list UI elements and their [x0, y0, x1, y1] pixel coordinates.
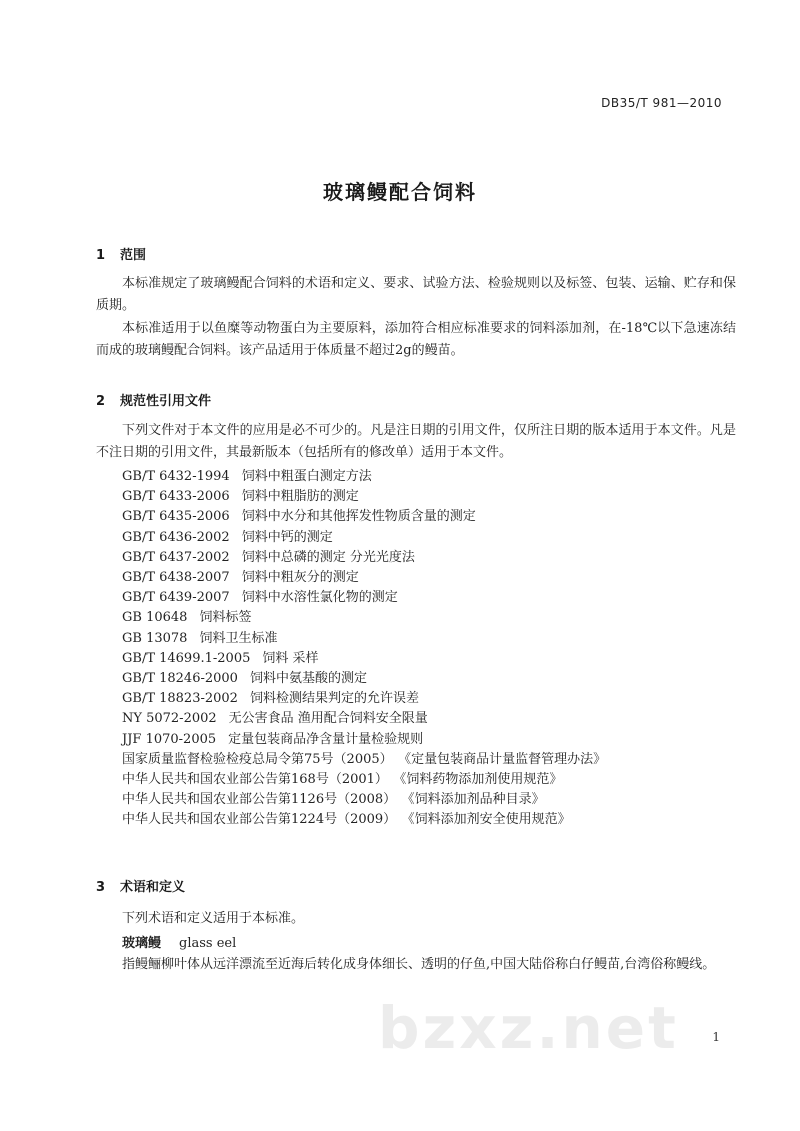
section-number: 2: [96, 394, 106, 409]
reference-title: 饲料中氨基酸的测定: [249, 671, 367, 687]
section-title: 术语和定义: [120, 880, 186, 895]
section-heading-scope: [96, 244, 146, 263]
reference-title: 饲料中水溶性氯化物的测定: [241, 590, 398, 606]
reference-title: 定量包装商品净含量计量检验规则: [228, 731, 424, 747]
reference-item: [122, 750, 606, 770]
reference-code: 中华人民共和国农业部公告第1126号（2008）: [122, 792, 397, 808]
reference-title: 饲料卫生标准: [199, 630, 278, 646]
reference-title: 饲料中粗蛋白测定方法: [241, 469, 372, 484]
reference-list: [122, 467, 606, 831]
reference-code: NY 5072-2002: [122, 711, 217, 727]
terms-intro: 下列术语和定义适用于本标准。: [122, 911, 305, 926]
reference-item: [122, 669, 606, 689]
reference-item: [122, 709, 606, 729]
reference-item: [122, 568, 606, 588]
term-definition: 指鳗鲡柳叶体从远洋漂流至近海后转化成身体细长、透明的仔鱼,中国大陆俗称白仔鳗苗,台湾俗称鳗线。: [122, 957, 716, 972]
reference-item: [122, 629, 606, 649]
reference-item: [122, 487, 606, 507]
reference-item: [122, 649, 606, 669]
section-number: 3: [96, 880, 106, 895]
reference-item: [122, 790, 606, 810]
reference-item: [122, 608, 606, 628]
reference-item: [122, 770, 606, 790]
reference-code: GB 13078: [122, 630, 188, 646]
page-number: 1: [712, 1030, 720, 1044]
reference-code: GB/T 14699.1-2005: [122, 650, 251, 666]
section-number: 1: [96, 248, 106, 263]
document-code: DB35/T 981—2010: [601, 96, 722, 110]
reference-title: 《饲料添加剂品种目录》: [408, 792, 545, 808]
normative-intro: 下列文件对于本文件的应用是必不可少的。凡是注日期的引用文件，仅所注日期的版本适用于本文件。凡是不注日期的引用文件，其最新版本（包括所有的修改单）适用于本文件。: [96, 423, 736, 460]
document-title: 玻璃鳗配合饲料: [323, 180, 477, 204]
reference-item: [122, 507, 606, 527]
reference-item: [122, 730, 606, 750]
reference-code: GB/T 6435-2006: [122, 509, 230, 525]
reference-item: [122, 467, 606, 487]
term-english: glass eel: [179, 936, 237, 951]
reference-title: 饲料中粗灰分的测定: [241, 570, 359, 586]
reference-title: 《饲料添加剂安全使用规范》: [408, 812, 571, 828]
reference-code: JJF 1070-2005: [122, 731, 217, 747]
reference-item: [122, 810, 606, 830]
reference-code: GB/T 18246-2000: [122, 671, 238, 687]
reference-title: 饲料标签: [199, 610, 252, 626]
reference-title: 《定量包装商品计量监督管理办法》: [404, 751, 607, 767]
reference-title: 饲料检测结果判定的允许误差: [249, 691, 419, 707]
reference-title: 饲料中总磷的测定 分光光度法: [241, 549, 415, 565]
reference-code: GB 10648: [122, 610, 188, 626]
reference-code: GB/T 6438-2007: [122, 570, 230, 586]
reference-code: GB/T 6439-2007: [122, 590, 230, 606]
watermark-text: bzxz.net: [378, 994, 679, 1062]
reference-item: [122, 588, 606, 608]
term-chinese: 玻璃鳗: [122, 936, 162, 951]
reference-title: 饲料中钙的测定: [241, 529, 333, 545]
reference-code: GB/T 6432-1994: [122, 469, 230, 484]
reference-item: [122, 528, 606, 548]
section-heading-terms: [96, 876, 185, 895]
reference-code: 国家质量监督检验检疫总局令第75号（2005）: [122, 751, 393, 767]
reference-item: [122, 548, 606, 568]
scope-paragraph-1: 本标准规定了玻璃鳗配合饲料的术语和定义、要求、试验方法、检验规则以及标签、包装、运输、贮存和保质期。: [96, 276, 736, 313]
reference-title: 无公害食品 渔用配合饲料安全限量: [228, 711, 428, 727]
reference-code: GB/T 6433-2006: [122, 489, 230, 505]
reference-title: 饲料 采样: [262, 650, 319, 666]
scope-paragraph-2: 本标准适用于以鱼糜等动物蛋白为主要原料，添加符合相应标准要求的饲料添加剂，在-18℃以下急速冻结而成的玻璃鳗配合饲料。该产品适用于体质量不超过2g的鳗苗。: [96, 321, 736, 358]
term-entry: [122, 932, 236, 951]
reference-code: 中华人民共和国农业部公告第1224号（2009）: [122, 812, 397, 828]
reference-code: GB/T 6436-2002: [122, 529, 230, 545]
section-title: 范围: [120, 248, 147, 263]
reference-code: GB/T 18823-2002: [122, 691, 238, 707]
section-heading-normative: [96, 390, 211, 409]
reference-title: 《饲料药物添加剂使用规范》: [399, 772, 563, 788]
reference-title: 饲料中粗脂肪的测定: [241, 489, 359, 505]
section-title: 规范性引用文件: [120, 394, 212, 409]
reference-code: 中华人民共和国农业部公告第168号（2001）: [122, 772, 388, 788]
reference-title: 饲料中水分和其他挥发性物质含量的测定: [241, 509, 476, 525]
reference-code: GB/T 6437-2002: [122, 549, 230, 565]
reference-item: [122, 689, 606, 709]
